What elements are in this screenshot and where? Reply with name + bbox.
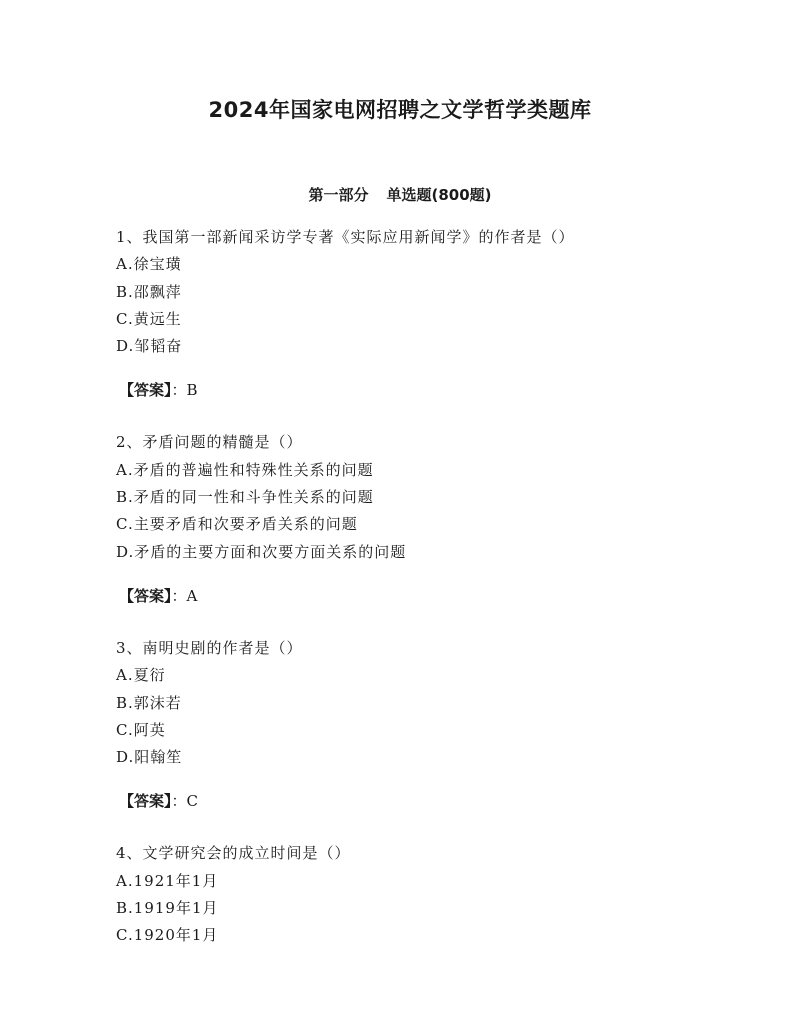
answer-value: C <box>186 792 199 811</box>
question-2 <box>116 429 716 609</box>
option-d: D.阳翰笙 <box>116 748 183 767</box>
option-c: C.阿英 <box>116 720 166 739</box>
option-b: B.矛盾的同一性和斗争性关系的问题 <box>116 488 374 507</box>
answer-separator: ： <box>171 792 187 811</box>
answer-label: 【答案】 <box>119 381 172 400</box>
question-stem: 2、矛盾问题的精髓是（） <box>116 433 303 452</box>
answer-value: A <box>186 586 198 605</box>
question-stem: 1、我国第一部新闻采访学专著《实际应用新闻学》的作者是（） <box>116 228 575 246</box>
option-a: A.夏衍 <box>116 666 166 685</box>
answer-label: 【答案】 <box>119 792 172 811</box>
question-stem: 3、南明史剧的作者是（） <box>116 638 303 657</box>
document-title: 2024年国家电网招聘之文学哲学类题库 <box>208 98 592 122</box>
option-b: B.郭沫若 <box>116 693 182 712</box>
answer-separator: ： <box>171 586 187 605</box>
section-title <box>0 184 800 205</box>
answer-label: 【答案】 <box>119 586 172 605</box>
answer-separator: ： <box>171 381 187 400</box>
question-stem: 4、文学研究会的成立时间是（） <box>116 844 351 863</box>
option-d: D.矛盾的主要方面和次要方面关系的问题 <box>116 542 407 561</box>
option-c: C.黄远生 <box>116 309 182 328</box>
option-b: B.邵飘萍 <box>116 282 182 301</box>
answer-line <box>119 788 716 815</box>
option-c: C.1920年1月 <box>116 926 219 945</box>
option-a: A.1921年1月 <box>116 871 219 890</box>
option-b: B.1919年1月 <box>116 899 219 918</box>
option-a: A.矛盾的普遍性和特殊性关系的问题 <box>116 460 374 479</box>
question-3 <box>116 635 716 815</box>
question-1 <box>116 224 716 404</box>
option-d: D.邹韬奋 <box>116 337 183 356</box>
section-part: 第一部分 <box>308 186 369 204</box>
answer-value: B <box>186 381 198 400</box>
question-4 <box>116 840 716 949</box>
option-c: C.主要矛盾和次要矛盾关系的问题 <box>116 515 358 534</box>
answer-line <box>119 377 716 404</box>
option-a: A.徐宝璜 <box>116 255 182 274</box>
answer-line <box>119 583 716 610</box>
section-heading: 单选题(800题) <box>386 186 492 204</box>
question-list <box>116 224 716 975</box>
